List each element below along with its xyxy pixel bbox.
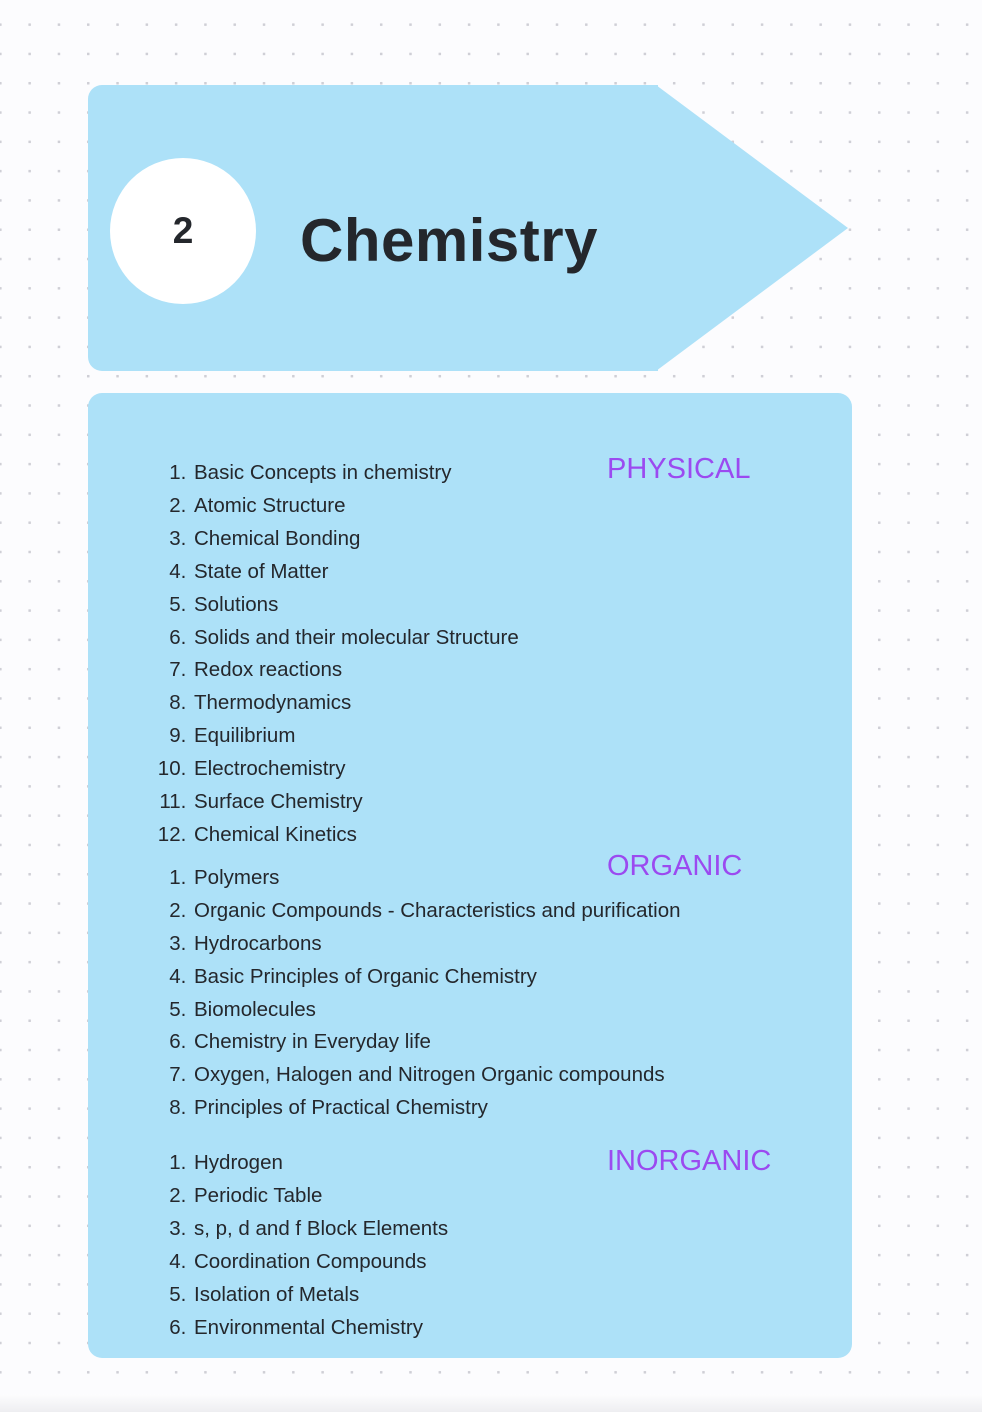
- list-item: 1. Polymers: [192, 862, 852, 895]
- list-item: 2. Atomic Structure: [192, 490, 852, 523]
- list-item: 11. Surface Chemistry: [192, 786, 852, 819]
- list-item: 12. Chemical Kinetics: [192, 819, 852, 852]
- list-item: 5. Isolation of Metals: [192, 1279, 852, 1312]
- list-item: 5. Solutions: [192, 589, 852, 622]
- list-item: 6. Solids and their molecular Structure: [192, 622, 852, 655]
- chapter-banner-arrow-tip: [656, 85, 848, 371]
- list-item: 3. Chemical Bonding: [192, 523, 852, 556]
- list-item: 9. Equilibrium: [192, 720, 852, 753]
- physical-topic-list: [88, 453, 852, 852]
- list-item: 3. s, p, d and f Block Elements: [192, 1213, 852, 1246]
- list-item: 3. Hydrocarbons: [192, 928, 852, 961]
- syllabus-card: [88, 393, 852, 1358]
- list-item: 8. Thermodynamics: [192, 687, 852, 720]
- list-item: 2. Periodic Table: [192, 1180, 852, 1213]
- section-physical: [88, 453, 852, 852]
- section-organic: [88, 849, 852, 1125]
- list-item: 4. Coordination Compounds: [192, 1246, 852, 1279]
- list-item: 8. Principles of Practical Chemistry: [192, 1092, 852, 1125]
- page-title: Chemistry: [300, 207, 598, 274]
- list-item: 10. Electrochemistry: [192, 753, 852, 786]
- list-item: 4. Basic Principles of Organic Chemistry: [192, 961, 852, 994]
- list-item: 5. Biomolecules: [192, 994, 852, 1027]
- list-item: 7. Oxygen, Halogen and Nitrogen Organic compounds: [192, 1059, 852, 1092]
- chapter-banner: [88, 85, 848, 371]
- list-item: 6. Environmental Chemistry: [192, 1312, 852, 1345]
- list-item: 1. Basic Concepts in chemistry: [192, 457, 852, 490]
- list-item: 4. State of Matter: [192, 556, 852, 589]
- organic-topic-list: [88, 862, 852, 1125]
- section-heading-organic: ORGANIC: [607, 849, 743, 882]
- section-heading-inorganic: INORGANIC: [607, 1145, 772, 1178]
- list-item: 2. Organic Compounds - Characteristics and purification: [192, 895, 852, 928]
- list-item: 7. Redox reactions: [192, 654, 852, 687]
- section-heading-physical: PHYSICAL: [607, 453, 751, 485]
- section-inorganic: [88, 1147, 852, 1344]
- chapter-number-badge: [110, 158, 256, 304]
- chapter-number: 2: [172, 210, 194, 251]
- bottom-page-edge: [0, 1394, 982, 1412]
- list-item: 1. Hydrogen: [192, 1147, 852, 1180]
- list-item: 6. Chemistry in Everyday life: [192, 1026, 852, 1059]
